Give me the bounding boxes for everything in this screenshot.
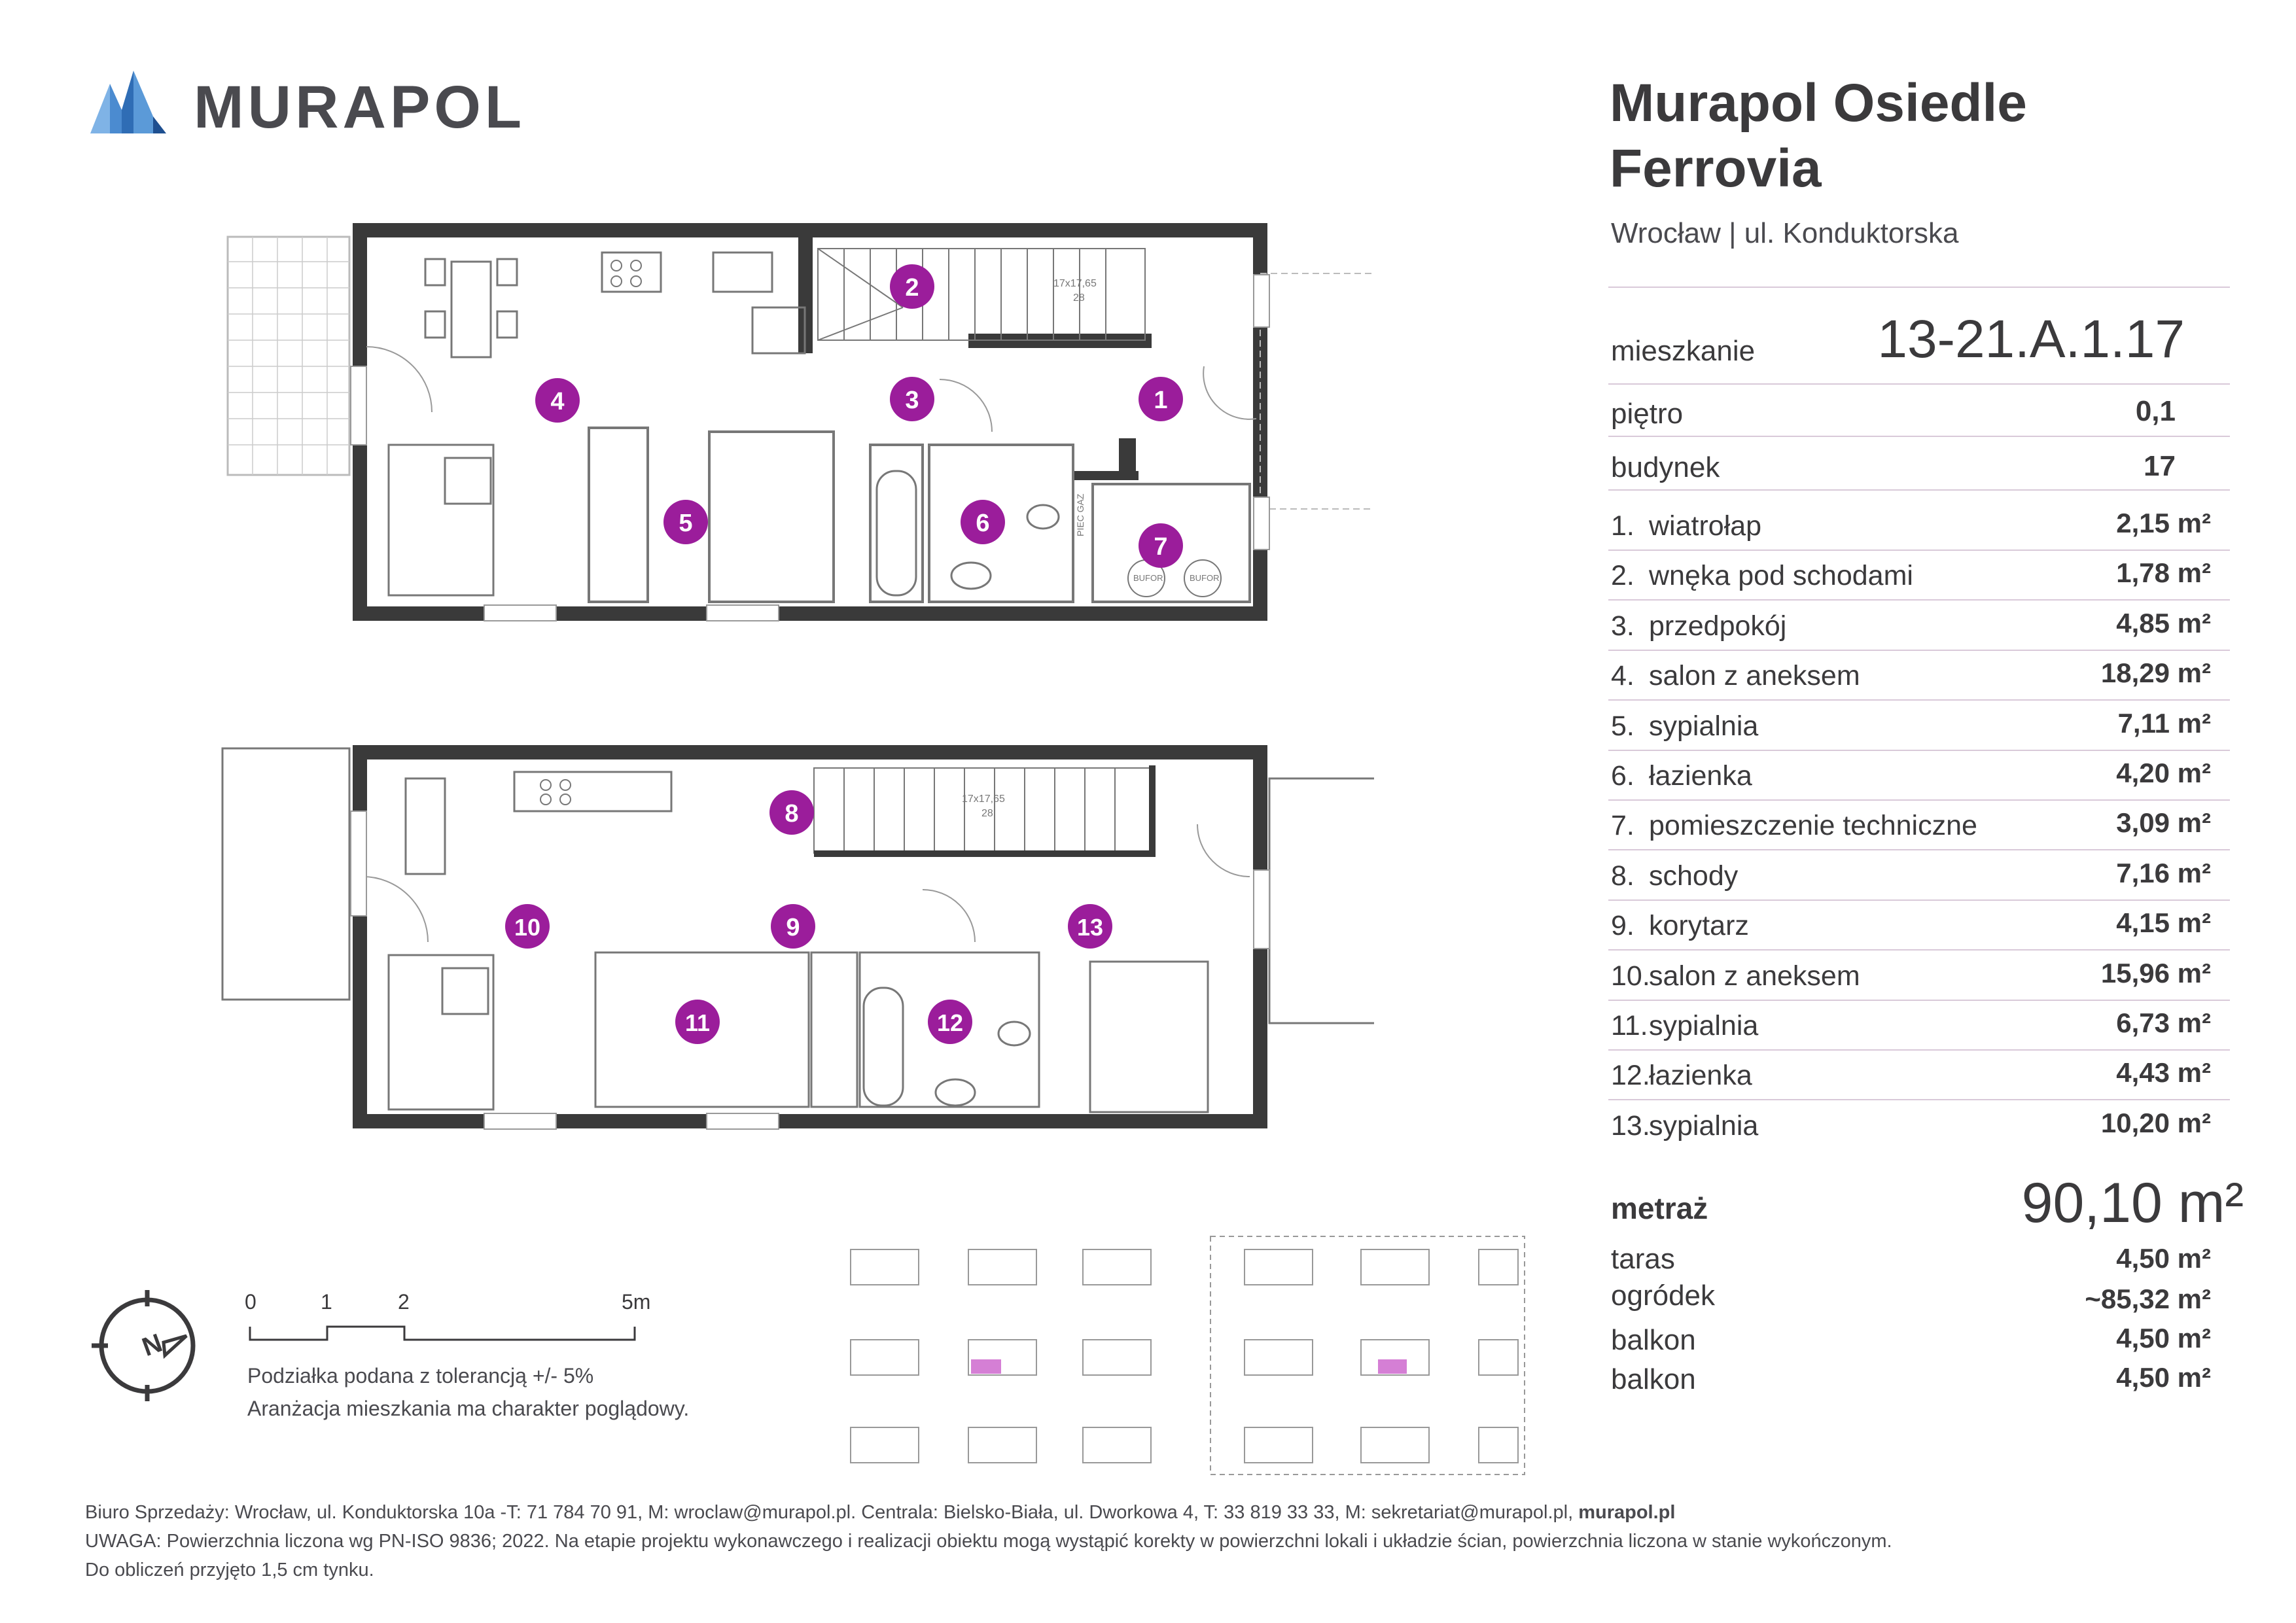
room-name: sypialnia	[1649, 1010, 1759, 1041]
divider	[1608, 1000, 2230, 1001]
balcony-left	[222, 748, 349, 1000]
room-area: 10,20 m²	[2100, 1108, 2211, 1138]
balcony-right	[1269, 778, 1374, 1023]
room-name: sypialnia	[1649, 710, 1759, 742]
room-row	[1611, 710, 1758, 742]
room-number: 12.	[1611, 1060, 1650, 1091]
scale-bar	[249, 1320, 641, 1346]
sink-icon	[951, 563, 991, 589]
footer	[85, 1498, 2179, 1584]
room-number: 6.	[1611, 760, 1634, 792]
buffer-label: BUFOR	[1190, 573, 1220, 583]
project-title	[1610, 71, 2027, 201]
room-row	[1611, 760, 1752, 792]
extra-label: balkon	[1611, 1363, 1696, 1395]
extra-value: ~85,32 m²	[2085, 1283, 2211, 1314]
room-name: łazienka	[1649, 1060, 1752, 1091]
room-markers	[505, 264, 1183, 1044]
room-number: 5.	[1611, 710, 1634, 742]
buffer-label: BUFOR	[1133, 573, 1163, 583]
room-area: 1,78 m²	[2116, 557, 2211, 588]
room-row	[1611, 910, 1749, 942]
stairs-count: 28	[1073, 292, 1085, 304]
footer-site-link[interactable]: murapol.pl	[1578, 1502, 1676, 1523]
room-name: pomieszczenie techniczne	[1649, 810, 1977, 841]
room-area: 4,43 m²	[2116, 1057, 2211, 1088]
toilet-icon	[1027, 505, 1059, 529]
room-marker-label: 2	[905, 274, 919, 302]
room-row	[1611, 660, 1860, 692]
room-marker-label: 10	[514, 914, 541, 941]
room-area: 2,15 m²	[2116, 508, 2211, 538]
project-title-line2: Ferrovia	[1610, 139, 1822, 198]
room-area: 6,73 m²	[2116, 1007, 2211, 1038]
extra-label: balkon	[1611, 1324, 1696, 1356]
room-number: 8.	[1611, 860, 1634, 892]
room-row	[1611, 1110, 1758, 1142]
footer-line2: UWAGA: Powierzchnia liczona wg PN-ISO 9836; 2022. Na etapie projektu wykonawczego i realizacji obiektu mogą wystąpić korekty w powierzchni lokali i układzie ścian, powierzchnia liczona w stanie wykończonym.	[85, 1531, 1892, 1552]
divider	[1608, 1099, 2230, 1100]
room-number: 13.	[1611, 1110, 1650, 1142]
compass-icon	[92, 1290, 203, 1401]
sink-icon	[936, 1079, 975, 1106]
divider	[1608, 489, 2230, 491]
room-marker-label: 6	[976, 510, 990, 537]
divider	[1608, 849, 2230, 850]
room-row	[1611, 860, 1738, 892]
room-name: wiatrołap	[1649, 510, 1762, 542]
footer-line3: Do obliczeń przyjęto 1,5 cm tynku.	[85, 1560, 374, 1580]
divider	[1608, 799, 2230, 801]
building-value: 17	[2144, 450, 2176, 482]
divider	[1608, 1049, 2230, 1051]
scale-note-line2: Aranżacja mieszkania ma charakter poglądowy.	[247, 1397, 690, 1420]
room-row	[1611, 560, 1913, 592]
site-map	[838, 1230, 1531, 1478]
room-marker-label: 5	[679, 510, 693, 537]
room-row	[1611, 810, 1977, 842]
terrace	[228, 237, 349, 475]
boiler-label: PIEC GAZ	[1075, 493, 1086, 536]
scale-tick: 1	[321, 1290, 332, 1314]
stove-icon	[611, 260, 641, 287]
room-name: łazienka	[1649, 760, 1752, 792]
scale-tick: 0	[245, 1290, 256, 1314]
room-name: przedpokój	[1649, 610, 1787, 642]
room-area: 4,20 m²	[2116, 758, 2211, 788]
bathtub-icon	[864, 988, 903, 1106]
room-number: 10.	[1611, 960, 1650, 992]
scale-tick: 5m	[622, 1290, 651, 1314]
room-number: 1.	[1611, 510, 1634, 542]
extra-value: 4,50 m²	[2116, 1323, 2211, 1353]
room-row	[1611, 960, 1860, 992]
divider	[1608, 949, 2230, 951]
room-marker-label: 7	[1154, 533, 1168, 561]
room-marker-label: 4	[550, 388, 565, 415]
extra-value: 4,50 m²	[2116, 1362, 2211, 1393]
room-marker-label: 1	[1154, 387, 1168, 414]
floor-value: 0,1	[2135, 395, 2176, 427]
unit-code: 13-21.A.1.17	[1877, 309, 2185, 369]
ground-stairs	[818, 249, 1145, 340]
project-address: Wrocław | ul. Konduktorska	[1611, 217, 1959, 249]
bathtub-icon	[877, 471, 916, 595]
porch	[1260, 273, 1374, 509]
stairs-label: 17x17,65	[1053, 278, 1097, 289]
stove-icon	[540, 780, 571, 805]
divider	[1608, 287, 2230, 288]
room-name: sypialnia	[1649, 1110, 1759, 1142]
room-marker-label: 9	[786, 914, 800, 941]
project-title-line1: Murapol Osiedle	[1610, 73, 2027, 133]
scale-note-line1: Podziałka podana z tolerancją +/- 5%	[247, 1364, 594, 1387]
unit-label: mieszkanie	[1611, 335, 1756, 367]
room-number: 4.	[1611, 660, 1634, 691]
toilet-icon	[998, 1022, 1030, 1045]
floor-plan	[0, 0, 1374, 1164]
room-area: 3,09 m²	[2116, 807, 2211, 838]
room-number: 7.	[1611, 810, 1634, 841]
room-area: 7,11 m²	[2117, 708, 2211, 739]
divider	[1608, 383, 2230, 385]
ground-floor-plan	[228, 230, 1374, 621]
room-name: wnęka pod schodami	[1649, 560, 1913, 591]
room-number: 2.	[1611, 560, 1634, 591]
highlighted-unit	[1378, 1359, 1407, 1374]
divider	[1608, 436, 2230, 437]
room-row	[1611, 510, 1761, 542]
scale-note	[247, 1359, 689, 1425]
room-number: 9.	[1611, 910, 1634, 941]
svg-text:N: N	[138, 1328, 166, 1362]
room-number: 11.	[1611, 1010, 1648, 1041]
room-area: 4,15 m²	[2116, 907, 2211, 938]
extra-value: 4,50 m²	[2116, 1243, 2211, 1274]
room-area: 15,96 m²	[2100, 958, 2211, 988]
divider	[1608, 750, 2230, 751]
room-marker-label: 8	[785, 800, 799, 828]
room-name: salon z aneksem	[1649, 960, 1860, 992]
floor-label: piętro	[1611, 398, 1684, 430]
room-name: korytarz	[1649, 910, 1749, 941]
extra-label: ogródek	[1611, 1280, 1716, 1312]
room-row	[1611, 1060, 1752, 1092]
divider	[1608, 650, 2230, 651]
stairs-count: 28	[981, 808, 993, 819]
highlighted-unit	[971, 1359, 1001, 1374]
footer-line1: Biuro Sprzedaży: Wrocław, ul. Konduktorska 10a -T: 71 784 70 91, M: wroclaw@murapol.pl. Centrala: Bielsko-Biała, ul. Dworkowa 4, T: 33 819 33 33, M: sekretariat@murapol.pl,	[85, 1502, 1574, 1523]
room-area: 7,16 m²	[2116, 858, 2211, 888]
room-marker-label: 13	[1076, 914, 1104, 941]
divider	[1608, 699, 2230, 701]
room-area: 18,29 m²	[2100, 657, 2211, 688]
room-marker-label: 3	[905, 387, 919, 414]
total-label: metraż	[1611, 1191, 1708, 1225]
divider	[1608, 550, 2230, 551]
room-marker-label: 11	[684, 1009, 711, 1036]
divider	[1608, 599, 2230, 601]
scale-tick: 2	[398, 1290, 410, 1314]
divider	[1608, 899, 2230, 901]
total-value: 90,10 m²	[2021, 1172, 2244, 1234]
room-name: schody	[1649, 860, 1739, 892]
room-marker-label: 12	[936, 1009, 964, 1036]
room-number: 3.	[1611, 610, 1634, 642]
building-label: budynek	[1611, 451, 1720, 483]
brand-name: MURAPOL	[194, 74, 526, 141]
room-name: salon z aneksem	[1649, 660, 1860, 691]
extra-label: taras	[1611, 1243, 1675, 1275]
room-area: 4,85 m²	[2116, 608, 2211, 638]
room-row	[1611, 1010, 1758, 1042]
stairs-label: 17x17,65	[962, 794, 1005, 805]
room-row	[1611, 610, 1786, 642]
